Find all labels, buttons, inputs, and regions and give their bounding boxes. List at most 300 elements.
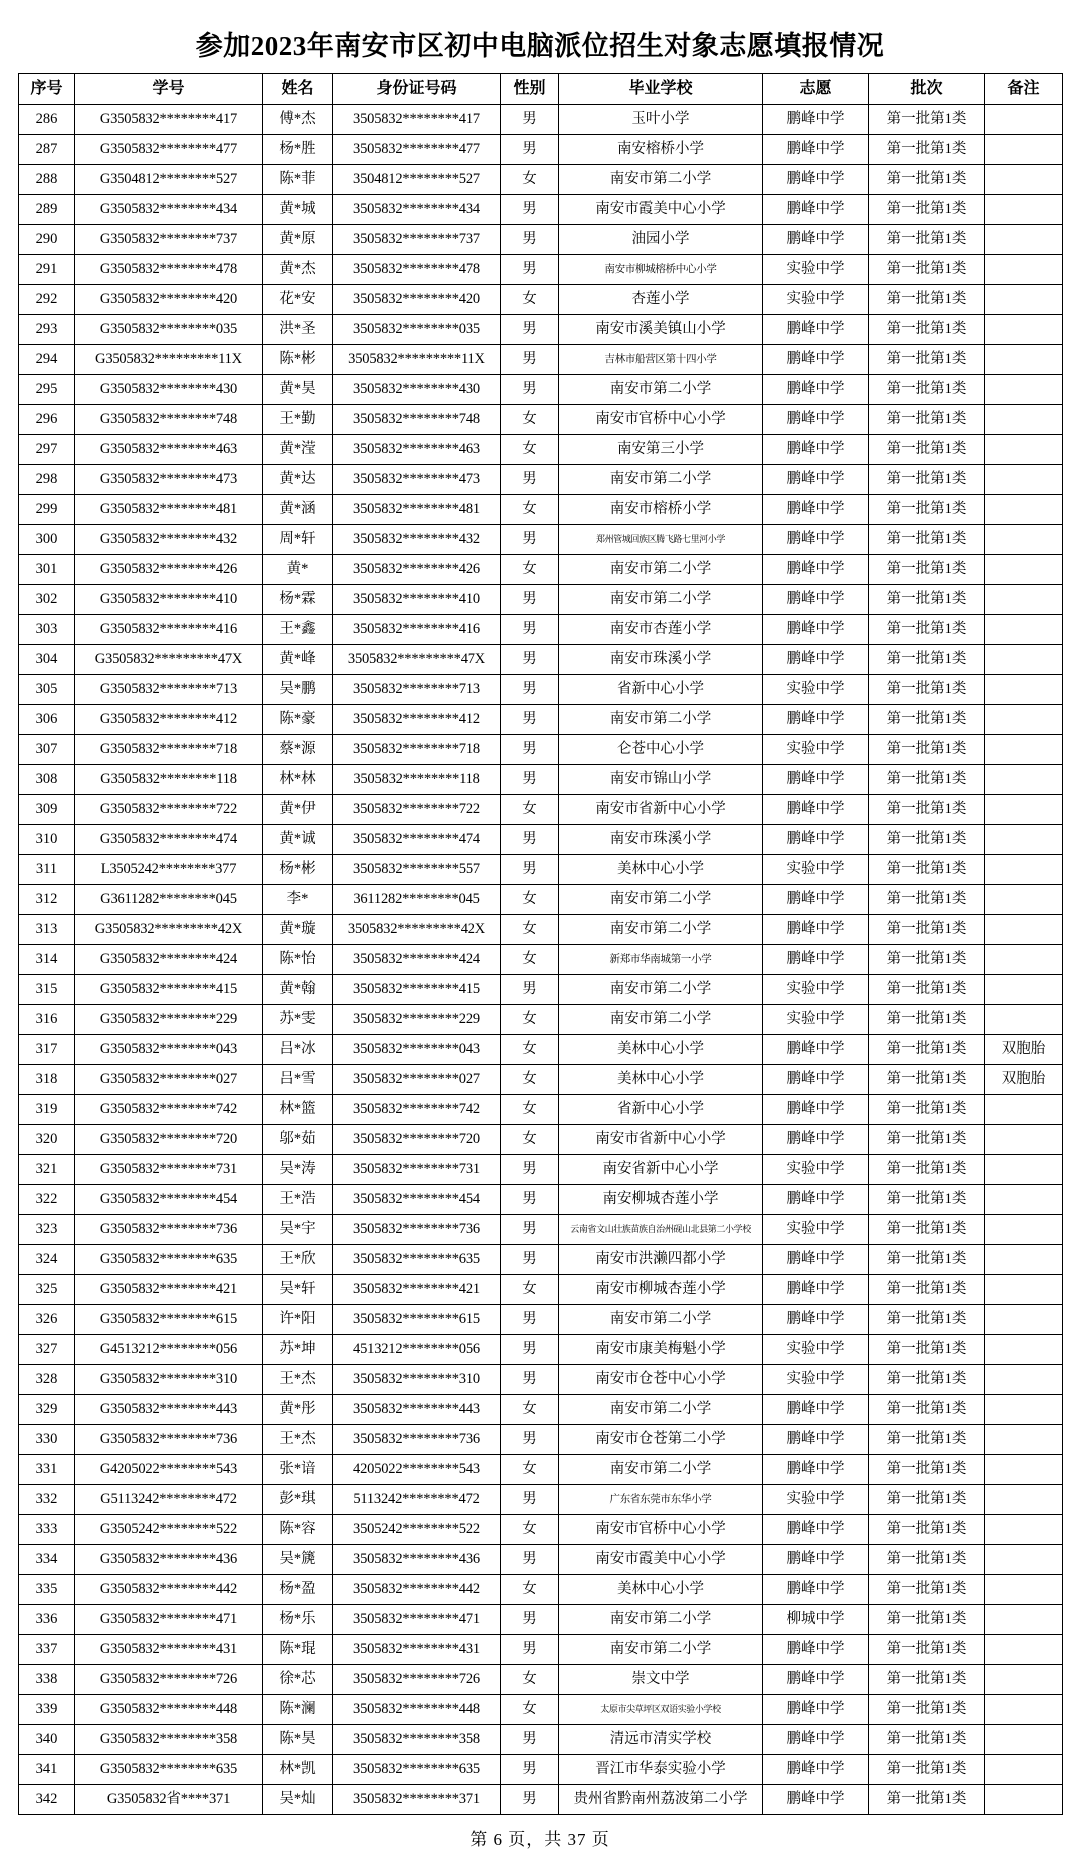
cell-batch: 第一批第1类 [869,915,985,945]
cell-id-number: 3505832********635 [333,1755,501,1785]
cell-graduating-school: 南安市第二小学 [559,585,763,615]
cell-index: 293 [19,315,75,345]
cell-student-id: G3505832********426 [75,555,263,585]
table-row [19,1395,1063,1425]
cell-batch: 第一批第1类 [869,585,985,615]
cell-id-number: 3505832********358 [333,1725,501,1755]
cell-gender: 女 [501,1095,559,1125]
cell-name: 苏*雯 [263,1005,333,1035]
cell-graduating-school: 南安市霞美中心小学 [559,195,763,225]
cell-name: 黄*达 [263,465,333,495]
cell-name: 杨*霖 [263,585,333,615]
cell-name: 杨*胜 [263,135,333,165]
cell-name: 吴*轩 [263,1275,333,1305]
cell-student-id: G3505832********477 [75,135,263,165]
cell-id-number: 3505832********443 [333,1395,501,1425]
cell-batch: 第一批第1类 [869,345,985,375]
cell-gender: 男 [501,675,559,705]
cell-remark [985,1335,1063,1365]
cell-id-number: 3505832********432 [333,525,501,555]
cell-name: 黄* [263,555,333,585]
cell-id-number: 3505832********416 [333,615,501,645]
cell-student-id: G4513212********056 [75,1335,263,1365]
cell-gender: 男 [501,1365,559,1395]
cell-graduating-school: 美林中心小学 [559,1575,763,1605]
cell-wish: 鹏峰中学 [763,135,869,165]
cell-id-number: 3505832********713 [333,675,501,705]
cell-student-id: G3505832********736 [75,1215,263,1245]
cell-name: 傅*杰 [263,105,333,135]
table-row [19,1095,1063,1125]
cell-graduating-school: 玉叶小学 [559,105,763,135]
cell-index: 322 [19,1185,75,1215]
cell-student-id: G3505832********448 [75,1695,263,1725]
cell-graduating-school: 南安市第二小学 [559,975,763,1005]
cell-graduating-school: 省新中心小学 [559,1095,763,1125]
cell-batch: 第一批第1类 [869,675,985,705]
cell-remark [985,1305,1063,1335]
cell-name: 王*浩 [263,1185,333,1215]
table-row [19,465,1063,495]
cell-id-number: 3505832********434 [333,195,501,225]
cell-graduating-school: 南安市仓苍第二小学 [559,1425,763,1455]
table-row [19,885,1063,915]
cell-graduating-school: 美林中心小学 [559,855,763,885]
cell-student-id: G3505832********310 [75,1365,263,1395]
cell-wish: 实验中学 [763,675,869,705]
cell-index: 315 [19,975,75,1005]
cell-graduating-school: 南安市锦山小学 [559,765,763,795]
cell-wish: 鹏峰中学 [763,1785,869,1815]
table-row [19,315,1063,345]
cell-name: 邬*茹 [263,1125,333,1155]
cell-batch: 第一批第1类 [869,945,985,975]
table-row [19,1245,1063,1275]
table-body [19,105,1063,1815]
cell-remark: 双胞胎 [985,1065,1063,1095]
cell-graduating-school: 南安市省新中心小学 [559,795,763,825]
cell-name: 许*阳 [263,1305,333,1335]
cell-batch: 第一批第1类 [869,1515,985,1545]
cell-index: 300 [19,525,75,555]
cell-index: 288 [19,165,75,195]
cell-student-id: G3505832********043 [75,1035,263,1065]
cell-id-number: 3505832********431 [333,1635,501,1665]
cell-student-id: G3505832********713 [75,675,263,705]
cell-index: 342 [19,1785,75,1815]
cell-remark [985,705,1063,735]
cell-index: 304 [19,645,75,675]
cell-batch: 第一批第1类 [869,885,985,915]
cell-index: 299 [19,495,75,525]
cell-batch: 第一批第1类 [869,525,985,555]
table-row [19,1725,1063,1755]
cell-student-id: G3505832********722 [75,795,263,825]
cell-batch: 第一批第1类 [869,435,985,465]
cell-graduating-school: 美林中心小学 [559,1035,763,1065]
cell-name: 吕*冰 [263,1035,333,1065]
cell-remark [985,765,1063,795]
cell-batch: 第一批第1类 [869,405,985,435]
cell-gender: 女 [501,915,559,945]
table-row [19,1365,1063,1395]
cell-remark [985,1785,1063,1815]
cell-graduating-school: 南安市康美梅魁小学 [559,1335,763,1365]
cell-remark [985,1695,1063,1725]
cell-wish: 鹏峰中学 [763,1515,869,1545]
cell-name: 陈*澜 [263,1695,333,1725]
cell-wish: 鹏峰中学 [763,105,869,135]
cell-student-id: G3505832********035 [75,315,263,345]
cell-batch: 第一批第1类 [869,1785,985,1815]
cell-student-id: G3505832********635 [75,1755,263,1785]
cell-gender: 男 [501,255,559,285]
cell-wish: 鹏峰中学 [763,165,869,195]
cell-wish: 鹏峰中学 [763,1545,869,1575]
cell-graduating-school: 南安榕桥小学 [559,135,763,165]
cell-id-number: 3505832********722 [333,795,501,825]
cell-graduating-school: 南安市杏莲小学 [559,615,763,645]
cell-batch: 第一批第1类 [869,1605,985,1635]
cell-gender: 男 [501,1545,559,1575]
cell-gender: 女 [501,1065,559,1095]
cell-graduating-school: 云南省文山壮族苗族自治州砚山北县第二小学校 [559,1215,763,1245]
cell-graduating-school: 省新中心小学 [559,675,763,705]
cell-graduating-school: 南安市第二小学 [559,465,763,495]
cell-wish: 鹏峰中学 [763,435,869,465]
cell-name: 林*篮 [263,1095,333,1125]
cell-remark [985,1485,1063,1515]
table-row [19,1575,1063,1605]
cell-name: 黄*诚 [263,825,333,855]
cell-id-number: 3505832********118 [333,765,501,795]
cell-wish: 鹏峰中学 [763,1695,869,1725]
cell-batch: 第一批第1类 [869,135,985,165]
cell-student-id: G3505832********424 [75,945,263,975]
cell-id-number: 3505832*********42X [333,915,501,945]
cell-remark [985,105,1063,135]
cell-index: 341 [19,1755,75,1785]
cell-graduating-school: 南安市第二小学 [559,555,763,585]
cell-remark [985,1155,1063,1185]
cell-student-id: G3505832********432 [75,525,263,555]
table-row [19,1035,1063,1065]
cell-student-id: G3505832********410 [75,585,263,615]
table-row [19,1635,1063,1665]
cell-wish: 实验中学 [763,1215,869,1245]
cell-id-number: 3505832********748 [333,405,501,435]
cell-batch: 第一批第1类 [869,1275,985,1305]
cell-graduating-school: 崇文中学 [559,1665,763,1695]
cell-id-number: 3505832********417 [333,105,501,135]
cell-id-number: 3505832********737 [333,225,501,255]
cell-graduating-school: 仑苍中心小学 [559,735,763,765]
cell-graduating-school: 南安市第二小学 [559,705,763,735]
cell-gender: 女 [501,285,559,315]
cell-wish: 实验中学 [763,1365,869,1395]
cell-graduating-school: 南安市洪濑四都小学 [559,1245,763,1275]
cell-wish: 鹏峰中学 [763,1635,869,1665]
cell-index: 331 [19,1455,75,1485]
cell-student-id: G3505832*********47X [75,645,263,675]
table-row [19,1485,1063,1515]
cell-name: 苏*坤 [263,1335,333,1365]
cell-name: 杨*彬 [263,855,333,885]
cell-wish: 鹏峰中学 [763,225,869,255]
cell-student-id: G3505832********027 [75,1065,263,1095]
cell-wish: 鹏峰中学 [763,585,869,615]
cell-name: 黄*彤 [263,1395,333,1425]
cell-id-number: 4205022********543 [333,1455,501,1485]
cell-name: 王*鑫 [263,615,333,645]
cell-graduating-school: 南安市溪美镇山小学 [559,315,763,345]
table-row [19,1005,1063,1035]
cell-id-number: 3505832********742 [333,1095,501,1125]
cell-student-id: L3505242********377 [75,855,263,885]
cell-wish: 鹏峰中学 [763,615,869,645]
cell-student-id: G3505832*********11X [75,345,263,375]
cell-batch: 第一批第1类 [869,975,985,1005]
cell-id-number: 3505832********415 [333,975,501,1005]
cell-name: 陈*菲 [263,165,333,195]
cell-wish: 实验中学 [763,1155,869,1185]
table-row [19,765,1063,795]
column-header-remark: 备注 [985,74,1063,105]
cell-graduating-school: 南安市官桥中心小学 [559,1515,763,1545]
cell-batch: 第一批第1类 [869,1305,985,1335]
cell-wish: 实验中学 [763,285,869,315]
cell-batch: 第一批第1类 [869,1155,985,1185]
cell-index: 308 [19,765,75,795]
cell-index: 332 [19,1485,75,1515]
cell-graduating-school: 南安第三小学 [559,435,763,465]
table-row [19,135,1063,165]
cell-gender: 女 [501,795,559,825]
cell-graduating-school: 吉林市船营区第十四小学 [559,345,763,375]
cell-batch: 第一批第1类 [869,1485,985,1515]
cell-wish: 鹏峰中学 [763,1245,869,1275]
cell-index: 290 [19,225,75,255]
cell-remark [985,1545,1063,1575]
cell-gender: 男 [501,105,559,135]
cell-name: 王*杰 [263,1365,333,1395]
cell-batch: 第一批第1类 [869,1635,985,1665]
cell-name: 杨*盈 [263,1575,333,1605]
cell-name: 黄*峰 [263,645,333,675]
cell-index: 328 [19,1365,75,1395]
cell-remark [985,645,1063,675]
cell-id-number: 3505832********454 [333,1185,501,1215]
cell-student-id: G3505832********417 [75,105,263,135]
cell-batch: 第一批第1类 [869,1005,985,1035]
cell-gender: 男 [501,615,559,645]
cell-name: 吴*涛 [263,1155,333,1185]
cell-id-number: 3505832********229 [333,1005,501,1035]
cell-gender: 女 [501,945,559,975]
table-row [19,1215,1063,1245]
cell-student-id: G3505832********726 [75,1665,263,1695]
cell-batch: 第一批第1类 [869,705,985,735]
cell-index: 297 [19,435,75,465]
table-row [19,825,1063,855]
cell-gender: 男 [501,705,559,735]
cell-remark [985,615,1063,645]
cell-index: 306 [19,705,75,735]
cell-student-id: G3505832********434 [75,195,263,225]
table-row [19,1155,1063,1185]
cell-batch: 第一批第1类 [869,465,985,495]
cell-wish: 鹏峰中学 [763,915,869,945]
cell-index: 313 [19,915,75,945]
cell-gender: 男 [501,525,559,555]
cell-remark [985,1665,1063,1695]
cell-name: 黄*昊 [263,375,333,405]
cell-name: 黄*涵 [263,495,333,525]
cell-graduating-school: 南安市第二小学 [559,1305,763,1335]
cell-id-number: 3505832********477 [333,135,501,165]
cell-name: 吴*篪 [263,1545,333,1575]
cell-remark [985,885,1063,915]
cell-graduating-school: 南安省新中心小学 [559,1155,763,1185]
cell-remark: 双胞胎 [985,1035,1063,1065]
table-row [19,165,1063,195]
cell-gender: 男 [501,1335,559,1365]
cell-student-id: G3505832********442 [75,1575,263,1605]
cell-remark [985,975,1063,1005]
cell-id-number: 3505832********726 [333,1665,501,1695]
cell-name: 王*杰 [263,1425,333,1455]
cell-student-id: G3505832*********42X [75,915,263,945]
cell-remark [985,735,1063,765]
column-header-id-number: 身份证号码 [333,74,501,105]
cell-id-number: 5113242********472 [333,1485,501,1515]
cell-wish: 实验中学 [763,1335,869,1365]
cell-index: 314 [19,945,75,975]
cell-index: 287 [19,135,75,165]
cell-name: 王*欣 [263,1245,333,1275]
cell-index: 340 [19,1725,75,1755]
cell-remark [985,285,1063,315]
cell-wish: 鹏峰中学 [763,1395,869,1425]
table-row [19,405,1063,435]
cell-id-number: 3505832********420 [333,285,501,315]
cell-wish: 鹏峰中学 [763,1305,869,1335]
cell-gender: 男 [501,1425,559,1455]
cell-student-id: G3505832********118 [75,765,263,795]
cell-student-id: G3505832********412 [75,705,263,735]
cell-graduating-school: 南安市省新中心小学 [559,1125,763,1155]
cell-student-id: G3505832********431 [75,1635,263,1665]
cell-batch: 第一批第1类 [869,225,985,255]
cell-wish: 鹏峰中学 [763,705,869,735]
cell-wish: 鹏峰中学 [763,465,869,495]
cell-batch: 第一批第1类 [869,1575,985,1605]
cell-name: 林*凯 [263,1755,333,1785]
cell-student-id: G3505832********737 [75,225,263,255]
cell-graduating-school: 南安柳城杏莲小学 [559,1185,763,1215]
cell-batch: 第一批第1类 [869,765,985,795]
cell-name: 黄*杰 [263,255,333,285]
cell-id-number: 3504812********527 [333,165,501,195]
column-header-gender: 性别 [501,74,559,105]
cell-batch: 第一批第1类 [869,1125,985,1155]
cell-name: 黄*城 [263,195,333,225]
cell-gender: 男 [501,1755,559,1785]
cell-id-number: 3505832********043 [333,1035,501,1065]
cell-id-number: 3505832********371 [333,1785,501,1815]
table-row [19,705,1063,735]
cell-gender: 女 [501,1275,559,1305]
cell-name: 黄*滢 [263,435,333,465]
cell-batch: 第一批第1类 [869,375,985,405]
cell-wish: 实验中学 [763,975,869,1005]
cell-index: 339 [19,1695,75,1725]
table-row [19,855,1063,885]
cell-student-id: G3505832********635 [75,1245,263,1275]
cell-gender: 男 [501,1635,559,1665]
cell-wish: 鹏峰中学 [763,525,869,555]
cell-name: 周*轩 [263,525,333,555]
table-row [19,1755,1063,1785]
cell-batch: 第一批第1类 [869,1035,985,1065]
cell-graduating-school: 南安市第二小学 [559,1395,763,1425]
table-row [19,1425,1063,1455]
cell-name: 吴*灿 [263,1785,333,1815]
cell-batch: 第一批第1类 [869,555,985,585]
cell-remark [985,315,1063,345]
cell-wish: 鹏峰中学 [763,825,869,855]
cell-gender: 男 [501,345,559,375]
cell-remark [985,195,1063,225]
cell-graduating-school: 南安市第二小学 [559,375,763,405]
cell-student-id: G3505832********358 [75,1725,263,1755]
cell-wish: 鹏峰中学 [763,945,869,975]
cell-index: 319 [19,1095,75,1125]
cell-student-id: G3505832********481 [75,495,263,525]
cell-gender: 男 [501,1785,559,1815]
table-row [19,555,1063,585]
cell-id-number: 3505832********426 [333,555,501,585]
cell-batch: 第一批第1类 [869,615,985,645]
cell-student-id: G3505832********416 [75,615,263,645]
cell-index: 323 [19,1215,75,1245]
cell-remark [985,675,1063,705]
table-row [19,1335,1063,1365]
cell-remark [985,1515,1063,1545]
cell-student-id: G3505832********420 [75,285,263,315]
cell-wish: 鹏峰中学 [763,1665,869,1695]
cell-name: 花*安 [263,285,333,315]
cell-wish: 鹏峰中学 [763,405,869,435]
cell-graduating-school: 南安市第二小学 [559,1635,763,1665]
cell-wish: 实验中学 [763,255,869,285]
roster-table [18,73,1063,1815]
cell-id-number: 3505832********736 [333,1425,501,1455]
cell-name: 陈*容 [263,1515,333,1545]
cell-student-id: G3505832********473 [75,465,263,495]
table-row [19,645,1063,675]
cell-wish: 鹏峰中学 [763,765,869,795]
table-row [19,1455,1063,1485]
cell-remark [985,1725,1063,1755]
cell-remark [985,435,1063,465]
table-header-row [19,74,1063,105]
cell-graduating-school: 贵州省黔南州荔波第二小学 [559,1785,763,1815]
cell-remark [985,495,1063,525]
cell-index: 307 [19,735,75,765]
cell-index: 329 [19,1395,75,1425]
cell-id-number: 3505832********736 [333,1215,501,1245]
